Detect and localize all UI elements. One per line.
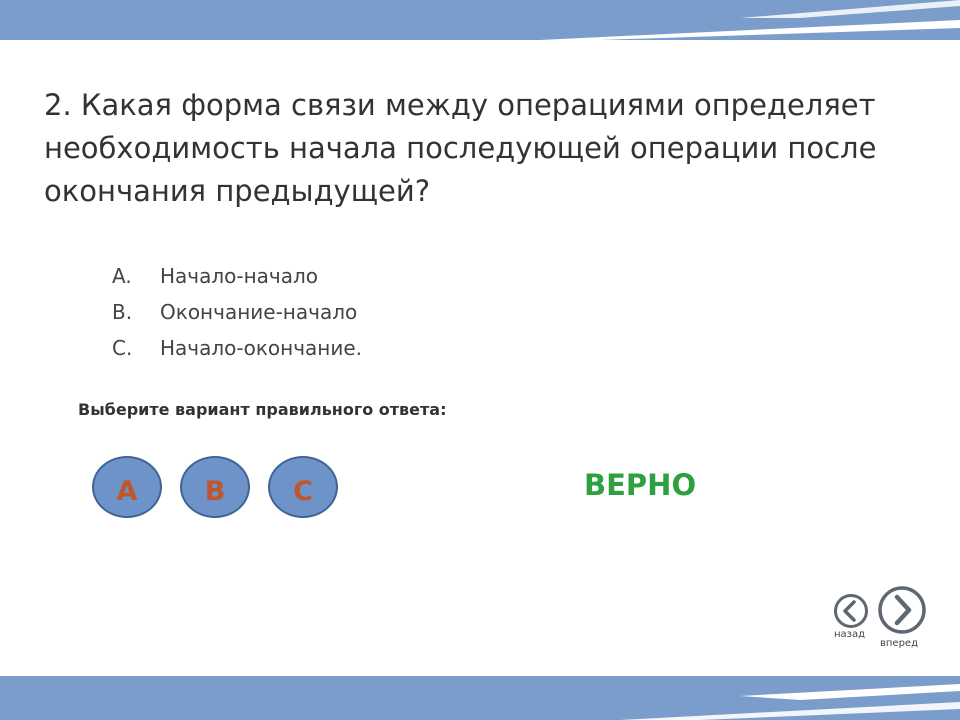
option-letter: C.: [112, 336, 133, 360]
bottom-banner: [0, 676, 960, 720]
option-item-c: [112, 330, 362, 366]
chevron-left-circle-icon[interactable]: [833, 593, 869, 629]
question-text: 2. Какая форма связи между операциями определяет необходимость начала последующей операции после окончания предыдущей?: [44, 88, 877, 208]
option-item-b: [112, 294, 362, 330]
back-label[interactable]: назад: [834, 629, 866, 640]
answer-button-b[interactable]: B: [180, 456, 250, 518]
option-letter: B.: [112, 300, 133, 324]
option-item-a: [112, 258, 362, 294]
option-letter: A.: [112, 264, 132, 288]
forward-label[interactable]: вперед: [880, 638, 918, 649]
option-text: Начало-окончание.: [160, 336, 363, 360]
result-message: ВЕРНО: [584, 468, 697, 502]
answer-prompt: Выберите вариант правильного ответа:: [78, 400, 447, 419]
answer-button-a[interactable]: A: [92, 456, 162, 518]
answer-options-list: [112, 258, 362, 366]
top-banner: [0, 0, 960, 44]
option-text: Окончание-начало: [160, 300, 358, 324]
chevron-right-circle-icon[interactable]: [877, 585, 927, 635]
answer-button-c[interactable]: C: [268, 456, 338, 518]
option-text: Начало-начало: [160, 264, 319, 288]
